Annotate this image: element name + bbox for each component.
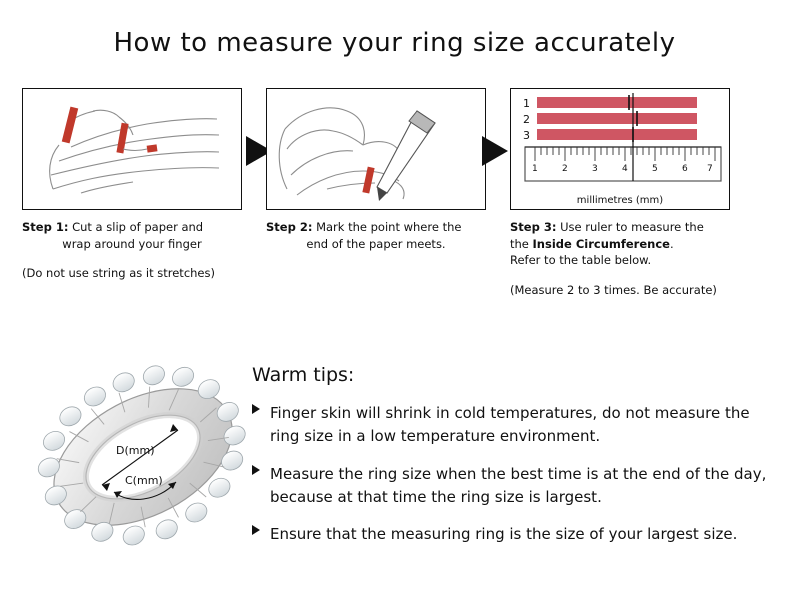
list-item xyxy=(252,463,772,510)
warm-tips-heading: Warm tips: xyxy=(252,364,355,386)
warm-tips-block xyxy=(252,364,772,560)
step-3-caption xyxy=(510,219,730,269)
svg-text:2: 2 xyxy=(523,113,530,126)
tip-text-2: Measure the ring size when the best time is at the end of the day, because at that time the ring size is largest. xyxy=(270,464,767,506)
step-1 xyxy=(22,88,242,280)
hand-with-paper-slip-illustration xyxy=(23,89,241,209)
svg-text:1: 1 xyxy=(523,97,530,110)
ruler-measuring-strips-illustration xyxy=(511,89,729,209)
step-2-text: Mark the point where the xyxy=(316,220,462,234)
tip-text-1: Finger skin will shrink in cold temperatures, do not measure the ring size in a low temperature environment. xyxy=(270,404,750,446)
step-1-note: (Do not use string as it stretches) xyxy=(22,266,215,281)
step-2 xyxy=(266,88,486,252)
bullet-triangle-icon xyxy=(252,525,260,535)
tip-text-3: Ensure that the measuring ring is the size of your largest size. xyxy=(270,525,738,543)
step-3-note: (Measure 2 to 3 times. Be accurate) xyxy=(510,283,717,298)
svg-text:5: 5 xyxy=(652,164,658,174)
step-3 xyxy=(510,88,730,297)
step-1-label: Step 1: xyxy=(22,220,69,234)
step-3-text3: Refer to the table below. xyxy=(510,253,652,268)
svg-text:7: 7 xyxy=(707,164,713,174)
step-3-illustration xyxy=(510,88,730,210)
ring-illustration-wrap xyxy=(28,352,258,562)
ring-diameter-label: D(mm) xyxy=(116,444,155,457)
eternity-ring-illustration xyxy=(28,352,258,562)
step-1-illustration xyxy=(22,88,242,210)
step-2-illustration xyxy=(266,88,486,210)
svg-text:3: 3 xyxy=(592,164,598,174)
step-3-text2-bold: Inside Circumference xyxy=(532,236,670,251)
step-1-text2: wrap around your finger xyxy=(62,236,202,251)
svg-text:4: 4 xyxy=(622,164,628,174)
ring-circumference-label: C(mm) xyxy=(125,474,163,487)
steps-row xyxy=(18,88,773,338)
hand-marking-paper-illustration xyxy=(267,89,485,209)
step-3-text2-tail: . xyxy=(669,236,674,251)
svg-text:1: 1 xyxy=(532,164,538,174)
page-title: How to measure your ring size accurately xyxy=(113,28,676,58)
step-1-text: Cut a slip of paper and xyxy=(72,220,204,234)
list-item xyxy=(252,402,772,449)
list-item xyxy=(252,523,772,546)
arrow-right-icon-2 xyxy=(482,136,508,166)
svg-text:2: 2 xyxy=(562,164,568,174)
svg-text:6: 6 xyxy=(682,164,688,174)
step-3-text2: the xyxy=(510,236,533,251)
step-3-label: Step 3: xyxy=(510,220,557,234)
ruler-unit-label: millimetres (mm) xyxy=(576,195,664,206)
bullet-triangle-icon xyxy=(252,465,260,475)
step-2-caption xyxy=(266,219,486,252)
step-2-label: Step 2: xyxy=(266,220,313,234)
step-2-text2: end of the paper meets. xyxy=(306,236,446,251)
bottom-section xyxy=(0,348,789,606)
step-1-caption xyxy=(22,219,242,252)
svg-text:3: 3 xyxy=(523,129,530,142)
bullet-triangle-icon xyxy=(252,404,260,414)
step-3-text: Use ruler to measure the xyxy=(560,220,704,234)
